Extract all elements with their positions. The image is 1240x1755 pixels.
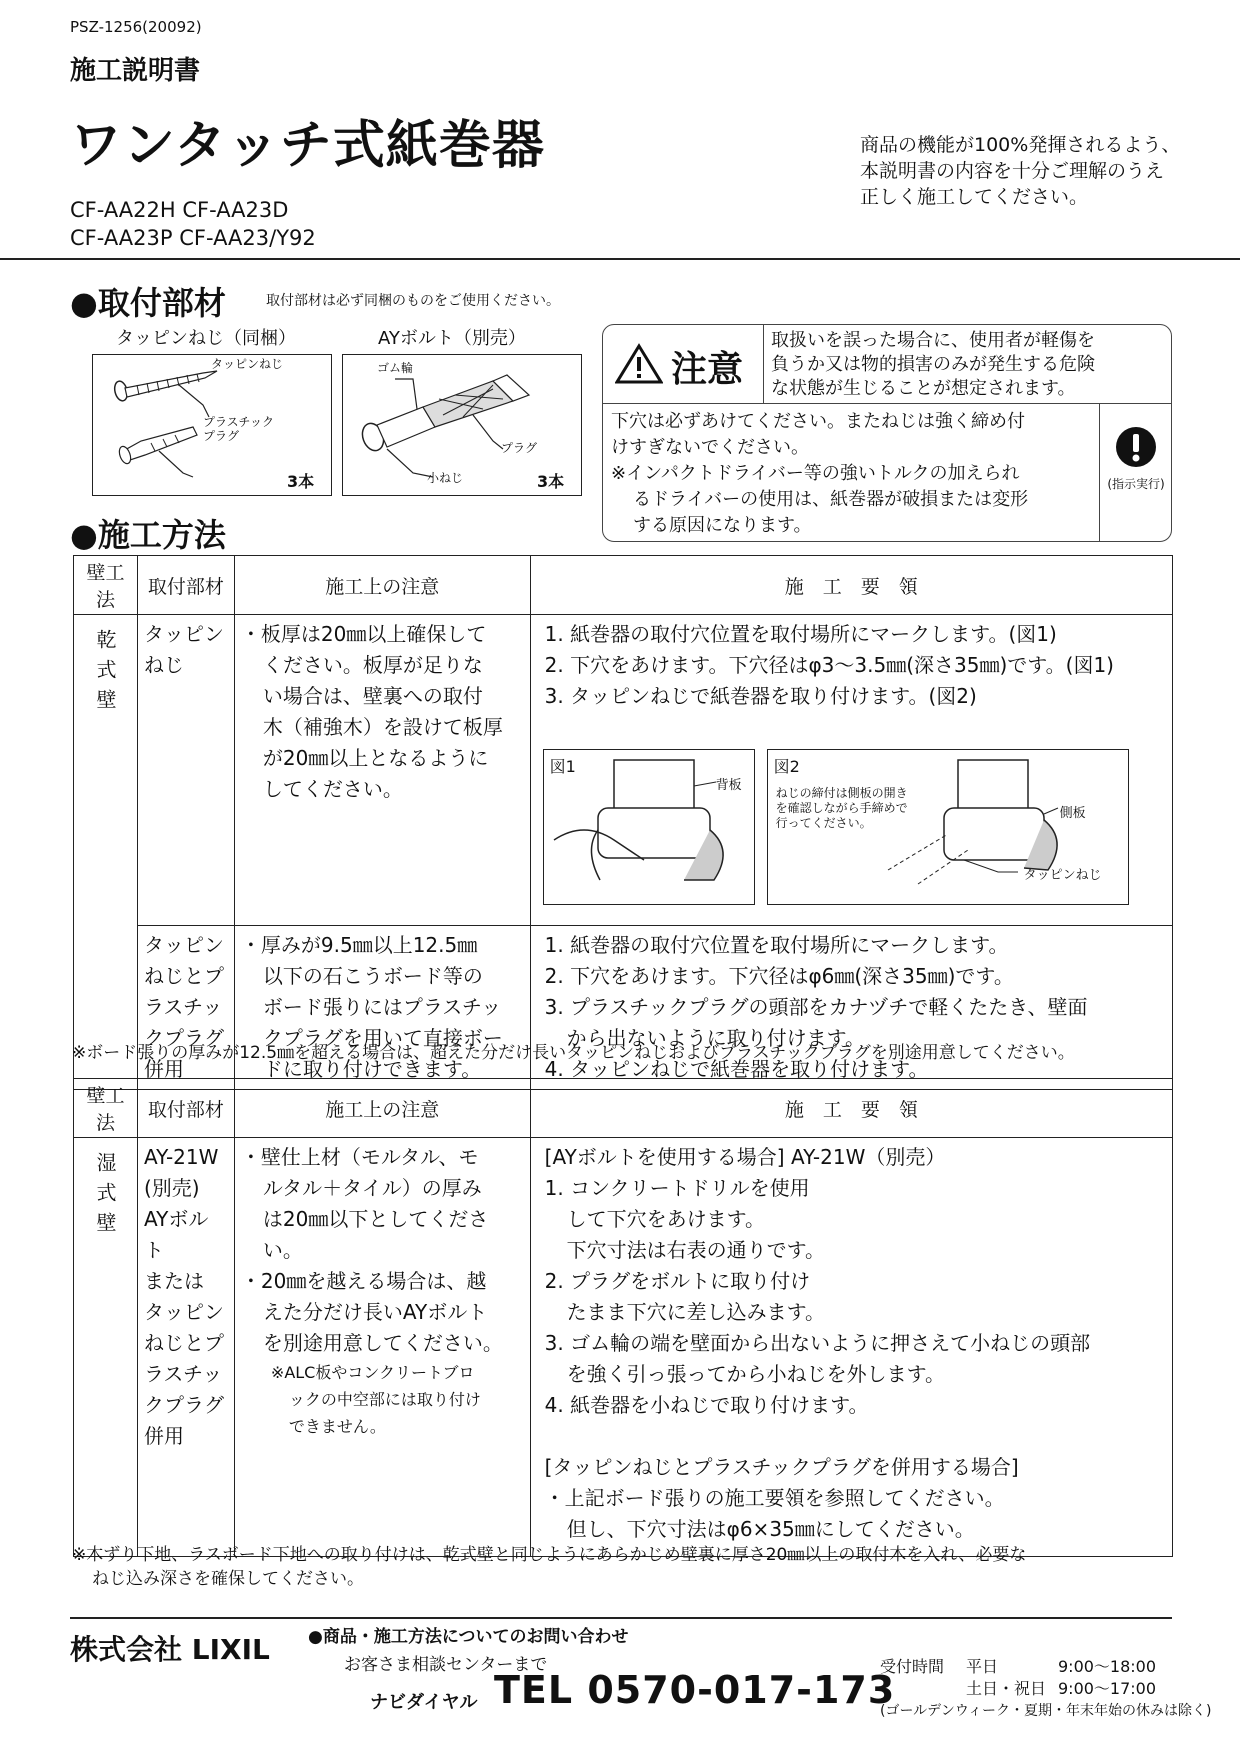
procedure-step: して下穴をあけます。 [566,1207,766,1231]
part-line: ねじ [143,653,184,677]
col-part: 取付部材 [137,1079,234,1138]
model-numbers [70,196,316,252]
part-line: タッピン [143,1300,224,1324]
intro-line: 正しく施工してください。 [860,186,1089,208]
note-line: を別途用意してください。 [262,1331,503,1355]
intro-line: 商品の機能が100%発揮されるよう、 [860,134,1181,156]
consultation-center: お客さま相談センターまで [344,1655,548,1675]
inquiry-heading: ●商品・施工方法についてのお問い合わせ [308,1627,629,1647]
caution-description [771,329,1163,401]
caution-desc-line: な状態が生じることが想定されます。 [771,378,1076,399]
part-cell [137,1138,234,1557]
note-line: は20㎜以下としてくださ [262,1207,489,1231]
caution-desc-line: 負うか又は物的損害のみが発生する危険 [771,354,1095,375]
navi-dial-label: ナビダイヤル [370,1692,478,1713]
note-line: クプラグを用いて直接ボー [262,1026,503,1050]
note-cell [234,926,530,1090]
models-line-2: CF-AA23P CF-AA23/Y92 [70,226,316,250]
note-line: い。 [262,1238,303,1262]
procedure-step: [タッピンねじとプラスチックプラグを併用する場合] [544,1455,1019,1479]
procedure-step: 4. 紙巻器を小ねじで取り付けます。 [544,1393,869,1417]
table-row [74,615,1173,926]
caution-body [611,409,1101,539]
part-line: タッピン [143,933,224,957]
col-proc: 施 工 要 領 [530,1079,1172,1138]
wall-type-cell [74,1138,138,1557]
header-divider [0,258,1240,260]
back-plate-label: 背板 [715,778,742,793]
ay-bolt-figure [342,354,582,496]
ay-qty: 3本 [537,472,565,491]
instruction-icon-label: (指示実行) [1107,477,1165,491]
alc-note-line: ※ALC板やコンクリートブロ [270,1363,475,1382]
procedure-step: 1. コンクリートドリルを使用 [544,1176,810,1200]
document-type: 施工説明書 [70,56,201,86]
part-line: (別売) [143,1176,200,1200]
procedure-list [537,619,1166,712]
procedure-step: 3. タッピンねじで紙巻器を取り付けます。(図2) [544,684,977,708]
fig2-note-line: を確認しながら手締めで [775,801,908,815]
caution-desc-line: 取扱いを誤った場合に、使用者が軽傷を [771,330,1095,351]
wet-wall-table [73,1078,1173,1557]
part-line: ラスチッ [143,995,223,1019]
caution-box [602,324,1172,542]
ay-bolt-label: AYボルト（別売） [378,328,526,349]
wet-wall-footnote-2: ねじ込み深さを確保してください。 [92,1569,364,1589]
procedure-step: から出ないように取り付けます。 [566,1026,866,1050]
alc-note-line: できません。 [288,1417,386,1436]
procedure-spacer [545,1421,1166,1452]
wall-type-wet: 湿式壁 [92,1152,117,1242]
part-line: AYボルト [143,1207,209,1262]
caution-line: けすぎないでください。 [611,437,809,458]
plug-callout [203,415,274,443]
procedure-step: 2. 下穴をあけます。下穴径はφ3～3.5㎜(深さ35㎜)です。(図1) [544,653,1114,677]
procedure-step: ・上記ボード張りの施工要領を参照してください。 [544,1486,1005,1510]
table-header-row [74,556,1173,615]
models-line-1: CF-AA22H CF-AA23D [70,198,289,222]
table-row [74,1138,1173,1557]
plug-callout-line: プラスチック [203,415,275,429]
part-cell [137,926,234,1090]
col-note: 施工上の注意 [234,1079,530,1138]
part-line: ねじとプ [143,964,224,988]
part-line: AY-21W [143,1145,219,1169]
document-code: PSZ-1256(20092) [70,18,202,36]
holiday-note: (ゴールデンウィーク・夏期・年末年始の休みは除く) [880,1703,1212,1719]
part-line: タッピン [143,622,224,646]
procedure-step: 下穴寸法は右表の通りです。 [566,1238,826,1262]
procedure-step: 但し、下穴寸法はφ6×35㎜にしてください。 [566,1517,975,1541]
note-line: してください。 [262,777,403,801]
procedure-step: 1. 紙巻器の取付穴位置を取付場所にマークします。 [544,933,1009,957]
col-note: 施工上の注意 [234,556,530,615]
weekday-label: 平日 [966,1657,999,1676]
caution-line: るドライバーの使用は、紙巻器が破損または変形 [633,489,1029,510]
note-line: い場合は、壁裏への取付 [262,684,483,708]
note-line: ・板厚は20㎜以上確保して [240,622,487,646]
note-line: ください。板厚が足りな [262,653,483,677]
procedure-step: 2. 下穴をあけます。下穴径はφ6㎜(深さ35㎜)です。 [544,964,1014,988]
note-line: 以下の石こうボード等の [262,964,483,988]
intro-line: 本説明書の内容を十分ご理解のうえ [860,160,1165,182]
page-title: ワンタッチ式紙巻器 [70,116,545,176]
screw-callout: タッピンねじ [211,357,284,371]
weekend-hours: 9:00～17:00 [1058,1679,1157,1698]
caution-header [603,325,1171,404]
figure-2-caption: 図2 [773,757,800,776]
part-line: 併用 [143,1424,184,1448]
tapping-screw-figure [92,354,332,496]
caution-title-cell [603,325,764,403]
wet-wall-footnote-1: ※木ずり下地、ラスボード下地への取り付けは、乾式壁と同じようにあらかじめ壁裏に厚さ20㎜以上の取付木を入れ、必要な [72,1545,1027,1565]
procedure-step: たまま下穴に差し込みます。 [566,1300,826,1324]
col-proc: 施 工 要 領 [530,556,1172,615]
caution-line: ※インパクトドライバー等の強いトルクの加えられ [611,463,1020,484]
intro-text [860,132,1190,210]
col-wall: 壁工法 [74,1079,138,1138]
dry-wall-table [73,555,1173,1090]
note-line: が20㎜以上となるように [262,746,489,770]
figure-2 [767,749,1129,905]
caution-title: 注意 [671,349,744,390]
hours-label: 受付時間 [880,1657,945,1676]
procedure-cell [530,926,1172,1090]
alc-note [241,1359,524,1440]
small-screw-callout: 小ねじ [427,471,464,485]
parts-heading: ●取付部材 [70,284,226,322]
procedure-step: 4. タッピンねじで紙巻器を取り付けます。 [544,1057,929,1081]
part-line: ねじとプ [143,1331,224,1355]
parts-note: 取付部材は必ず同梱のものをご使用ください。 [266,293,560,309]
side-plate-label: 側板 [1059,806,1086,821]
phone-number: TEL 0570-017-173 [494,1668,896,1712]
alc-note-line: ックの中空部には取り付け [288,1390,481,1409]
rubber-ring-callout: ゴム輪 [377,361,414,375]
note-line: ルタル＋タイル）の厚み [262,1176,482,1200]
fig2-screw-label: タッピンねじ [1023,868,1102,883]
footer-divider [70,1617,1172,1619]
part-line: クプラグ [143,1393,224,1417]
company-name: 株式会社 LIXIL [70,1633,270,1666]
note-line: ボード張りにはプラスチッ [262,995,502,1019]
figure-1 [543,749,755,905]
figure-1-caption: 図1 [549,757,576,776]
part-line: 併用 [143,1057,184,1081]
procedure-step: 3. プラスチックプラグの頭部をカナヅチで軽くたたき、壁面 [544,995,1088,1019]
wall-type-dry: 乾式壁 [92,629,117,719]
procedure-cell [530,1138,1172,1557]
wall-type-cell [74,615,138,1090]
table-header-row [74,1079,1173,1138]
procedure-step: 1. 紙巻器の取付穴位置を取付場所にマークします。(図1) [544,622,1057,646]
note-line: ドに取り付けできます。 [262,1057,482,1081]
note-line: ・壁仕上材（モルタル、モ [240,1145,479,1169]
caution-line: する原因になります。 [633,515,812,536]
part-line: ラスチッ [143,1362,223,1386]
method-heading: ●施工方法 [70,516,226,554]
note-line: ・20㎜を越える場合は、越 [240,1269,487,1293]
table-row [74,926,1173,1090]
fig2-note-line: 行ってください。 [775,816,872,830]
procedure-cell [530,615,1172,926]
weekday-hours: 9:00～18:00 [1058,1657,1157,1676]
procedure-step: 3. ゴム輪の端を壁面から出ないように押さえて小ねじの頭部 [544,1331,1091,1355]
tapping-qty: 3本 [287,472,315,491]
note-cell [234,1138,530,1557]
instruction-icon-cell [1099,403,1172,541]
part-line: または [143,1269,204,1293]
warning-triangle-icon [615,343,663,385]
tapping-screw-label: タッピンねじ（同梱） [116,328,296,349]
plug-callout-line: プラグ [203,429,240,443]
ay-plug-callout: プラグ [501,441,538,455]
col-wall: 壁工法 [74,556,138,615]
weekend-label: 土日・祝日 [966,1679,1047,1698]
note-line: 木（補強木）を設けて板厚 [262,715,503,739]
note-line: ・厚みが9.5㎜以上12.5㎜ [240,933,478,957]
fig2-note-line: ねじの締付は側板の開き [775,786,908,800]
procedure-step: [AYボルトを使用する場合] AY-21W（別売） [544,1145,946,1169]
part-cell [137,615,234,926]
caution-line: 下穴は必ずあけてください。またねじは強く締め付 [611,411,1025,432]
dry-wall-footnote: ※ボード張りの厚みが12.5㎜を超える場合は、超えた分だけ長いタッピンねじおよびプラスチックプラグを別途用意してください。 [72,1043,1075,1063]
procedure-step: 2. プラグをボルトに取り付け [544,1269,811,1293]
mandatory-action-icon [1114,425,1158,469]
figure-2-note [776,786,908,831]
note-cell [234,615,530,926]
procedure-step: を強く引っ張ってから小ねじを外します。 [566,1362,946,1386]
col-part: 取付部材 [137,556,234,615]
note-line: えた分だけ長いAYボルト [262,1300,488,1324]
part-line: クプラグ [143,1026,224,1050]
